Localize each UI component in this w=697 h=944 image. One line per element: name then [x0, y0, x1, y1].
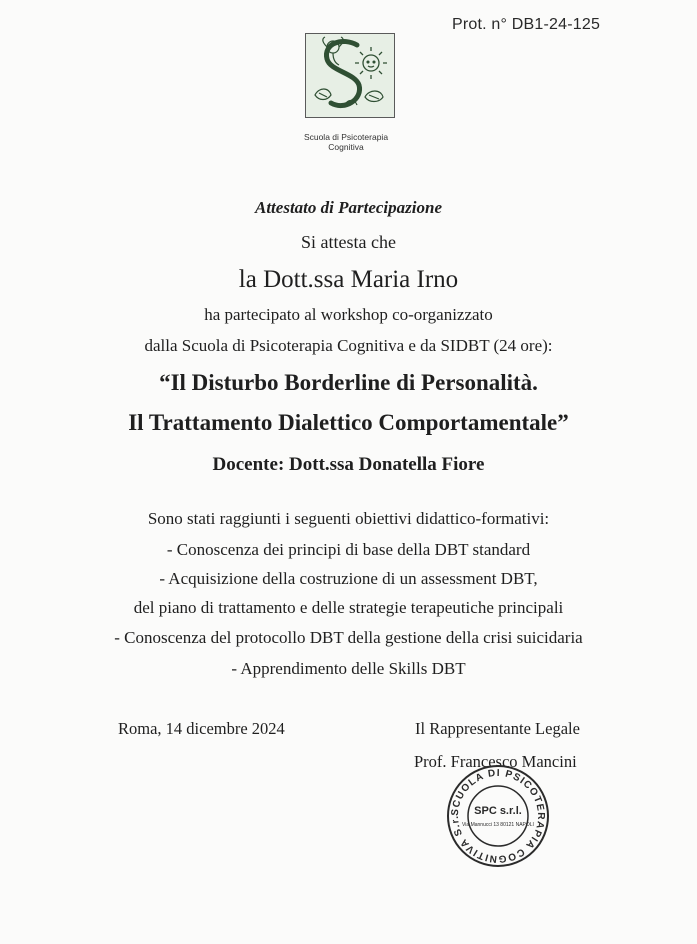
teacher-line: Docente: Dott.ssa Donatella Fiore [212, 454, 485, 475]
logo-caption-line1: Scuola di Psicoterapia [303, 132, 389, 142]
official-stamp [446, 764, 550, 868]
objective-item: - Conoscenza dei principi di base della DBT standard [166, 540, 531, 559]
objectives-intro: Sono stati raggiunti i seguenti obiettivi didattico-formativi: [147, 509, 550, 528]
signatory-role: Il Rappresentante Legale [415, 719, 580, 738]
workshop-title-line1: “Il Disturbo Borderline di Personalità. [159, 370, 538, 395]
objective-item: - Conoscenza del protocollo DBT della gestione della crisi suicidaria [114, 628, 583, 647]
workshop-title-line2: Il Trattamento Dialettico Comportamentale” [128, 410, 569, 435]
stamp-center-text: SPC s.r.l. [474, 805, 522, 817]
logo-caption-line2: Cognitiva [328, 142, 364, 152]
certificate-intro: Si attesta che [301, 232, 396, 252]
school-logo-icon [305, 33, 395, 118]
place-date: Roma, 14 dicembre 2024 [118, 719, 285, 738]
protocol-number: Prot. n° DB1-24-125 [452, 16, 601, 33]
organizers-line: dalla Scuola di Psicoterapia Cognitiva e da SIDBT (24 ore): [144, 336, 553, 355]
stamp-address: Via Mannucci 13 80121 NAPOLI [462, 822, 534, 828]
school-logo [291, 33, 401, 152]
certificate-heading: Attestato di Partecipazione [255, 198, 442, 217]
recipient-name: la Dott.ssa Maria Irno [238, 266, 459, 293]
objective-item: - Apprendimento delle Skills DBT [231, 659, 466, 678]
objective-item: del piano di trattamento e delle strategie terapeutiche principali [133, 598, 564, 617]
objective-item: - Acquisizione della costruzione di un assessment DBT, [159, 569, 538, 588]
signatory-name: Prof. Francesco Mancini [414, 752, 577, 771]
stamp-ring-text: SCUOLA DI PSICOTERAPIA COGNITIVA S.r. [449, 767, 547, 865]
participation-line: ha partecipato al workshop co-organizzato [204, 305, 493, 324]
